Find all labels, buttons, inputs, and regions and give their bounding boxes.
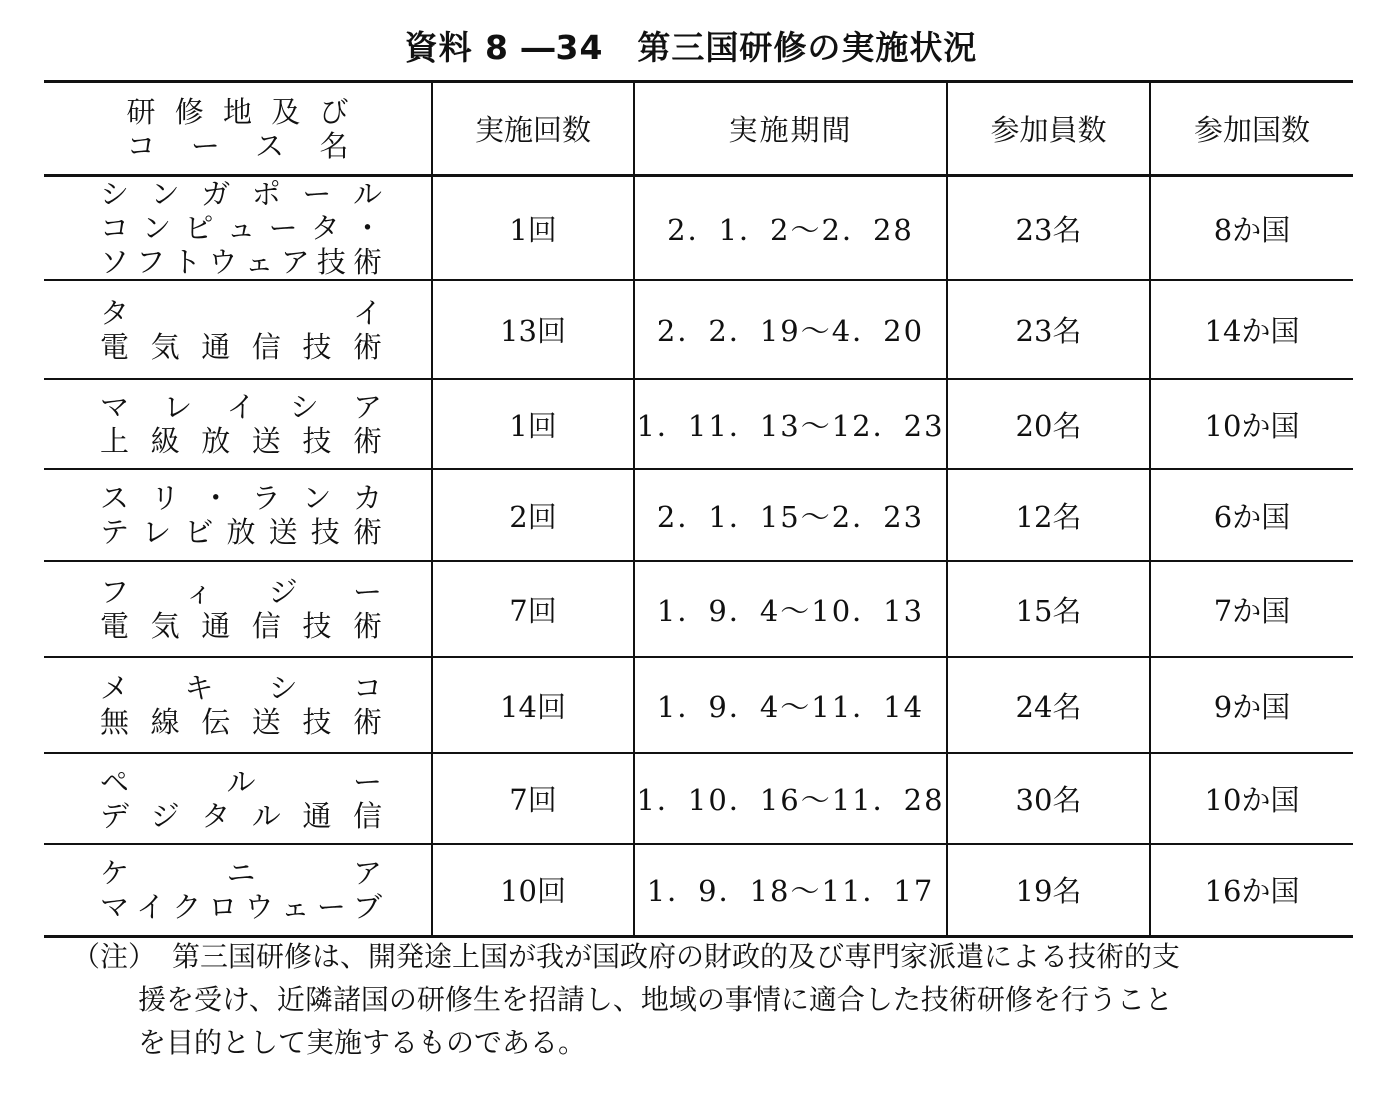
course-name-line1: ケ ニ ア bbox=[100, 855, 382, 890]
times-cell: 10回 bbox=[432, 844, 634, 936]
footnote bbox=[72, 935, 1332, 1064]
times-cell: 13回 bbox=[432, 280, 634, 379]
course-name-line2: 無 線 伝 送 技 術 bbox=[100, 705, 382, 739]
table-row bbox=[44, 561, 1353, 657]
course-name-line1: ス リ ・ ラ ン カ bbox=[100, 481, 382, 515]
footnote-line3: を目的として実施するものである。 bbox=[138, 1026, 587, 1059]
times-cell: 1回 bbox=[432, 176, 634, 281]
course-name-line2: 上 級 放 送 技 術 bbox=[100, 424, 382, 458]
footnote-label: （注） bbox=[72, 940, 157, 973]
table-header-row bbox=[44, 82, 1353, 176]
footnote-line2: 援を受け、近隣諸国の研修生を招請し、地域の事情に適合した技術研修を行うこと bbox=[138, 983, 1173, 1016]
header-countries: 参加国数 bbox=[1150, 82, 1353, 176]
table-row bbox=[44, 176, 1353, 281]
course-name-cell bbox=[44, 176, 432, 281]
participants-cell: 20名 bbox=[947, 379, 1150, 469]
period-cell: 2．2．19～4．20 bbox=[634, 280, 947, 379]
countries-cell: 10か国 bbox=[1150, 379, 1353, 469]
participants-cell: 23名 bbox=[947, 280, 1150, 379]
course-name-cell bbox=[44, 469, 432, 561]
course-name-cell bbox=[44, 844, 432, 936]
table-row bbox=[44, 844, 1353, 936]
course-name-line2: 電 気 通 信 技 術 bbox=[100, 329, 382, 364]
course-name-line1: メ キ シ コ bbox=[100, 671, 382, 705]
document-title: 資料 8 ―34 第三国研修の実施状況 bbox=[404, 28, 978, 67]
course-name-line2: コ ン ピ ュ ー タ ・ bbox=[100, 211, 382, 245]
times-cell: 7回 bbox=[432, 561, 634, 657]
course-name-line2: マ イ ク ロ ウ ェ ー ブ bbox=[100, 889, 382, 924]
course-name-line1: シ ン ガ ポ ー ル bbox=[100, 177, 382, 211]
period-cell: 2．1．2～2．28 bbox=[634, 176, 947, 281]
course-name-cell bbox=[44, 753, 432, 844]
footnote-line1: 第三国研修は、開発途上国が我が国政府の財政的及び専門家派遣による技術的支 bbox=[172, 940, 1181, 973]
countries-cell: 10か国 bbox=[1150, 753, 1353, 844]
countries-cell: 14か国 bbox=[1150, 280, 1353, 379]
participants-cell: 12名 bbox=[947, 469, 1150, 561]
times-cell: 7回 bbox=[432, 753, 634, 844]
period-cell: 1．10．16～11．28 bbox=[634, 753, 947, 844]
course-name-line1: フ ィ ジ ー bbox=[100, 575, 382, 609]
course-name-line2: デ ジ タ ル 通 信 bbox=[100, 798, 382, 833]
course-name-line1: タ イ bbox=[100, 295, 382, 330]
participants-cell: 30名 bbox=[947, 753, 1150, 844]
times-cell: 2回 bbox=[432, 469, 634, 561]
training-status-table bbox=[44, 80, 1353, 938]
course-name-cell bbox=[44, 280, 432, 379]
times-cell: 1回 bbox=[432, 379, 634, 469]
header-times: 実施回数 bbox=[432, 82, 634, 176]
table-row bbox=[44, 469, 1353, 561]
countries-cell: 7か国 bbox=[1150, 561, 1353, 657]
header-period: 実施期間 bbox=[634, 82, 947, 176]
period-cell: 1．9．4～10．13 bbox=[634, 561, 947, 657]
table-row bbox=[44, 379, 1353, 469]
participants-cell: 23名 bbox=[947, 176, 1150, 281]
table-row bbox=[44, 753, 1353, 844]
header-course-line2: コ ー ス 名 bbox=[126, 128, 349, 163]
course-name-cell bbox=[44, 657, 432, 753]
countries-cell: 8か国 bbox=[1150, 176, 1353, 281]
countries-cell: 9か国 bbox=[1150, 657, 1353, 753]
times-cell: 14回 bbox=[432, 657, 634, 753]
participants-cell: 19名 bbox=[947, 844, 1150, 936]
course-name-line3: ソ フ ト ウ ェ ア 技 術 bbox=[100, 245, 382, 279]
period-cell: 1．11．13～12．23 bbox=[634, 379, 947, 469]
table-row bbox=[44, 280, 1353, 379]
header-course-line1: 研 修 地 及 び bbox=[126, 94, 349, 129]
course-name-line2: 電 気 通 信 技 術 bbox=[100, 609, 382, 643]
period-cell: 2．1．15～2．23 bbox=[634, 469, 947, 561]
participants-cell: 24名 bbox=[947, 657, 1150, 753]
period-cell: 1．9．4～11．14 bbox=[634, 657, 947, 753]
table-row bbox=[44, 657, 1353, 753]
countries-cell: 16か国 bbox=[1150, 844, 1353, 936]
course-name-cell bbox=[44, 561, 432, 657]
course-name-line1: ペ ル ー bbox=[100, 764, 382, 799]
participants-cell: 15名 bbox=[947, 561, 1150, 657]
header-course-name bbox=[44, 82, 432, 176]
countries-cell: 6か国 bbox=[1150, 469, 1353, 561]
header-participants: 参加員数 bbox=[947, 82, 1150, 176]
course-name-line2: テ レ ビ 放 送 技 術 bbox=[100, 515, 382, 549]
course-name-line1: マ レ イ シ ア bbox=[100, 390, 382, 424]
period-cell: 1．9．18～11．17 bbox=[634, 844, 947, 936]
course-name-cell bbox=[44, 379, 432, 469]
